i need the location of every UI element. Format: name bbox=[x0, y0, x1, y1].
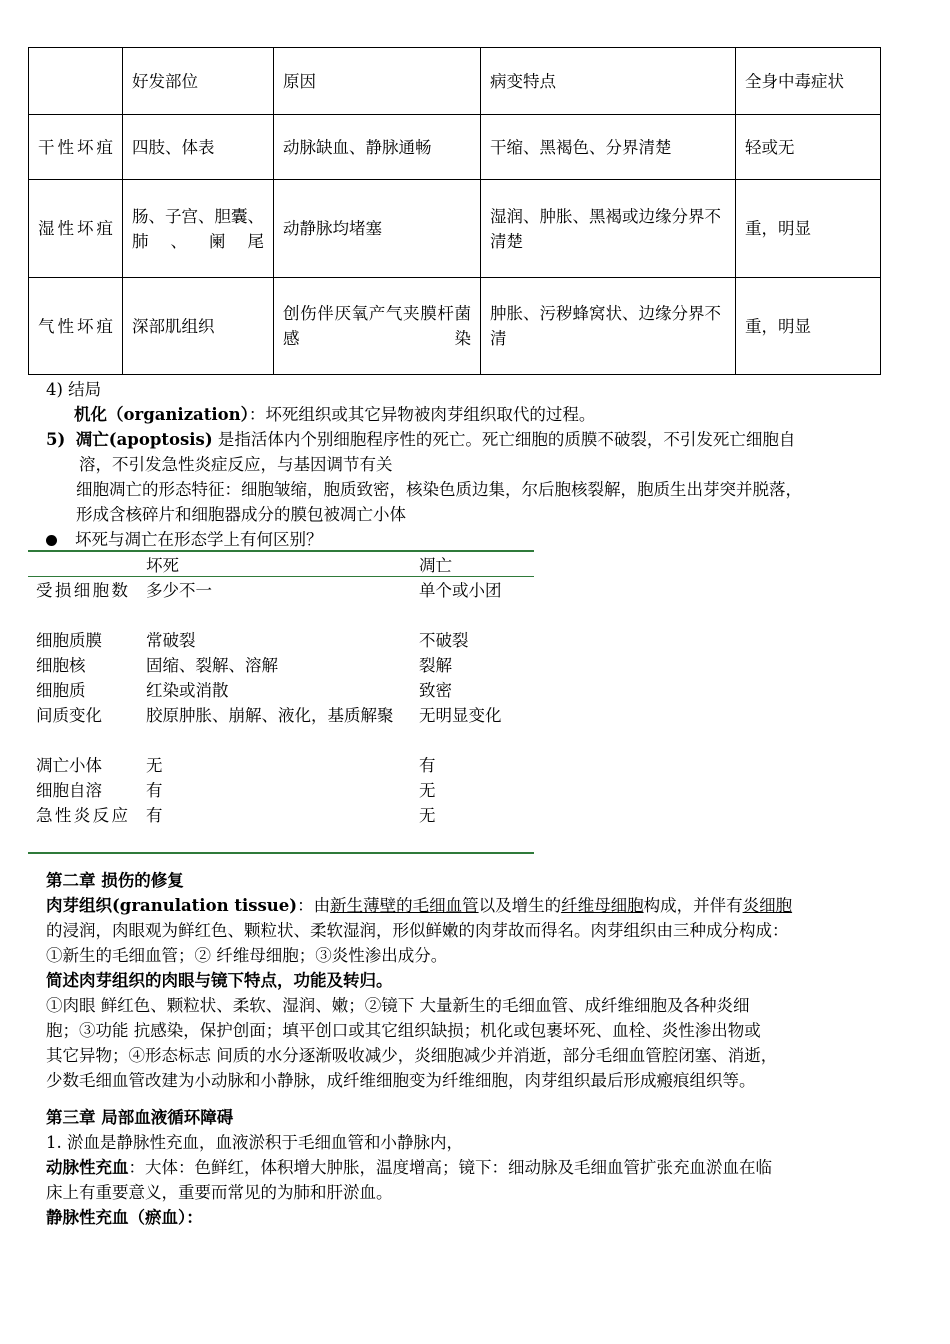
row-label: 急性炎反应 bbox=[36, 806, 128, 825]
venous-congestion-term: 静脉性充血（瘀血） bbox=[46, 1208, 187, 1227]
section-5-number: 5) bbox=[46, 430, 66, 449]
granulation-answer-line1: ①肉眼 鲜红色、颗粒状、柔软、湿润、嫩；②镜下 大量新生的毛细血管、成纤维细胞及各种炎细 bbox=[46, 996, 750, 1015]
apoptosis-text-line1: 是指活体内个别细胞程序性的死亡。死亡细胞的质膜不破裂，不引发死亡细胞自 bbox=[212, 430, 796, 449]
arterial-congestion-term: 动脉性充血 bbox=[46, 1158, 129, 1177]
apoptosis-text-line2: 溶，不引发急性炎症反应，与基因调节有关 bbox=[79, 455, 393, 474]
table-row-label: 干性坏疽 bbox=[29, 115, 123, 180]
table-cell: 干缩、黑褐色、分界清楚 bbox=[481, 115, 736, 180]
table-row-label: 气性坏疽 bbox=[29, 278, 123, 375]
granulation-term: 肉芽组织(granulation tissue) bbox=[46, 896, 298, 915]
row-label: 细胞质 bbox=[36, 681, 86, 700]
table-header-cell bbox=[29, 48, 123, 115]
granulation-answer-line3: 其它异物；④形态标志 间质的水分逐渐吸收减少，炎细胞减少并消逝，部分毛细血管腔闭塞、消逝， bbox=[46, 1046, 778, 1065]
necrosis-value: 胶原肿胀、崩解、液化，基质解聚 bbox=[146, 706, 394, 725]
comparison-header-necrosis: 坏死 bbox=[146, 556, 179, 575]
comparison-header-apoptosis: 凋亡 bbox=[419, 556, 452, 575]
organization-text: ：坏死组织或其它异物被肉芽组织取代的过程。 bbox=[248, 405, 596, 424]
row-label: 凋亡小体 bbox=[36, 756, 102, 775]
table-cell: 动静脉均堵塞 bbox=[274, 180, 481, 278]
necrosis-value: 红染或消散 bbox=[146, 681, 229, 700]
table-bottom-rule bbox=[28, 852, 534, 854]
table-header-cell: 病变特点 bbox=[481, 48, 736, 115]
table-row bbox=[29, 180, 881, 278]
venous-congestion-heading bbox=[46, 1205, 203, 1230]
apoptosis-definition bbox=[46, 427, 795, 452]
comparison-question bbox=[46, 527, 323, 552]
arterial-congestion-line1 bbox=[46, 1155, 772, 1180]
necrosis-value: 固缩、裂解、溶解 bbox=[146, 656, 278, 675]
apoptosis-value: 无 bbox=[419, 781, 436, 800]
underlined-text: 新生薄壁的毛细血管 bbox=[330, 896, 479, 915]
row-label: 细胞质膜 bbox=[36, 631, 102, 650]
arterial-congestion-text: ：大体：色鲜红，体积增大肿胀，温度增高；镜下：细动脉及毛细血管扩张充血淤血在临 bbox=[128, 1158, 772, 1177]
apoptosis-value: 致密 bbox=[419, 681, 452, 700]
row-label: 受损细胞数 bbox=[36, 581, 128, 600]
granulation-answer-line4: 少数毛细血管改建为小动脉和小静脉，成纤维细胞变为纤维细胞，肉芽组织最后形成瘢痕组织等。 bbox=[46, 1071, 756, 1090]
table-row bbox=[29, 278, 881, 375]
necrosis-value: 常破裂 bbox=[146, 631, 196, 650]
table-cell: 肠、子宫、胆囊、肺、阑尾 bbox=[123, 180, 274, 278]
congestion-line1: 1. 淤血是静脉性充血，血液淤积于毛细血管和小静脉内， bbox=[46, 1133, 463, 1152]
table-top-rule bbox=[28, 550, 534, 552]
table-cell: 动脉缺血、静脉通畅 bbox=[274, 115, 481, 180]
granulation-line1 bbox=[46, 893, 792, 918]
chapter-2-title: 第二章 损伤的修复 bbox=[46, 871, 184, 890]
organization-definition bbox=[74, 402, 595, 427]
apoptosis-value: 有 bbox=[419, 756, 436, 775]
gangrene-table bbox=[28, 47, 881, 375]
table-header-cell: 全身中毒症状 bbox=[736, 48, 881, 115]
underlined-text: 纤维母细胞 bbox=[561, 896, 644, 915]
apoptosis-value: 无 bbox=[419, 806, 436, 825]
apoptosis-value: 不破裂 bbox=[419, 631, 469, 650]
row-label: 间质变化 bbox=[36, 706, 102, 725]
organization-term: 机化（organization） bbox=[74, 405, 249, 424]
table-cell: 重，明显 bbox=[736, 180, 881, 278]
table-cell: 深部肌组织 bbox=[123, 278, 274, 375]
table-row-label: 湿性坏疽 bbox=[29, 180, 123, 278]
apoptosis-term: 凋亡(apoptosis) bbox=[75, 430, 213, 449]
table-header-rule bbox=[28, 576, 534, 577]
arterial-congestion-line2: 床上有重要意义，重要而常见的为肺和肝淤血。 bbox=[46, 1183, 393, 1202]
table-header-cell: 好发部位 bbox=[123, 48, 274, 115]
venous-congestion-colon: ： bbox=[186, 1208, 203, 1227]
row-label: 细胞自溶 bbox=[36, 781, 102, 800]
granulation-question: 简述肉芽组织的肉眼与镜下特点，功能及转归。 bbox=[46, 971, 393, 990]
apoptosis-value: 单个或小团 bbox=[419, 581, 502, 600]
necrosis-value: 有 bbox=[146, 781, 163, 800]
table-cell: 重，明显 bbox=[736, 278, 881, 375]
granulation-line2: 的浸润，肉眼观为鲜红色、颗粒状、柔软湿润，形似鲜嫩的肉芽故而得名。肉芽组织由三种成分构成： bbox=[46, 921, 789, 940]
necrosis-value: 无 bbox=[146, 756, 163, 775]
question-text: 坏死与凋亡在形态学上有何区别？ bbox=[75, 530, 323, 549]
text-span: 构成，并伴有 bbox=[643, 896, 743, 915]
table-cell: 创伤伴厌氧产气夹膜杆菌感染 bbox=[274, 278, 481, 375]
granulation-line3: ①新生的毛细血管；② 纤维母细胞；③炎性渗出成分。 bbox=[46, 946, 448, 965]
necrosis-value: 有 bbox=[146, 806, 163, 825]
table-cell: 四肢、体表 bbox=[123, 115, 274, 180]
bullet-icon bbox=[46, 535, 57, 546]
table-cell: 肿胀、污秽蜂窝状、边缘分界不清 bbox=[481, 278, 736, 375]
table-cell: 湿润、肿胀、黑褐或边缘分界不清楚 bbox=[481, 180, 736, 278]
text-span: 以及增生的 bbox=[478, 896, 562, 915]
underlined-text: 炎细胞 bbox=[742, 896, 793, 915]
apoptosis-morphology-line1: 细胞凋亡的形态特征：细胞皱缩，胞质致密，核染色质边集，尔后胞核裂解，胞质生出芽突并脱落， bbox=[76, 480, 802, 499]
necrosis-value: 多少不一 bbox=[146, 581, 212, 600]
granulation-answer-line2: 胞；③功能 抗感染，保护创面；填平创口或其它组织缺损；机化或包裹坏死、血栓、炎性渗出物或 bbox=[46, 1021, 761, 1040]
text-span: ：由 bbox=[297, 896, 331, 915]
apoptosis-value: 裂解 bbox=[419, 656, 452, 675]
table-cell: 轻或无 bbox=[736, 115, 881, 180]
table-row bbox=[29, 115, 881, 180]
apoptosis-morphology-line2: 形成含核碎片和细胞器成分的膜包被凋亡小体 bbox=[76, 505, 406, 524]
section-4-heading: 4) 结局 bbox=[46, 380, 102, 399]
row-label: 细胞核 bbox=[36, 656, 86, 675]
apoptosis-value: 无明显变化 bbox=[419, 706, 502, 725]
table-header-cell: 原因 bbox=[274, 48, 481, 115]
chapter-3-title: 第三章 局部血液循环障碍 bbox=[46, 1108, 234, 1127]
table-header-row bbox=[29, 48, 881, 115]
